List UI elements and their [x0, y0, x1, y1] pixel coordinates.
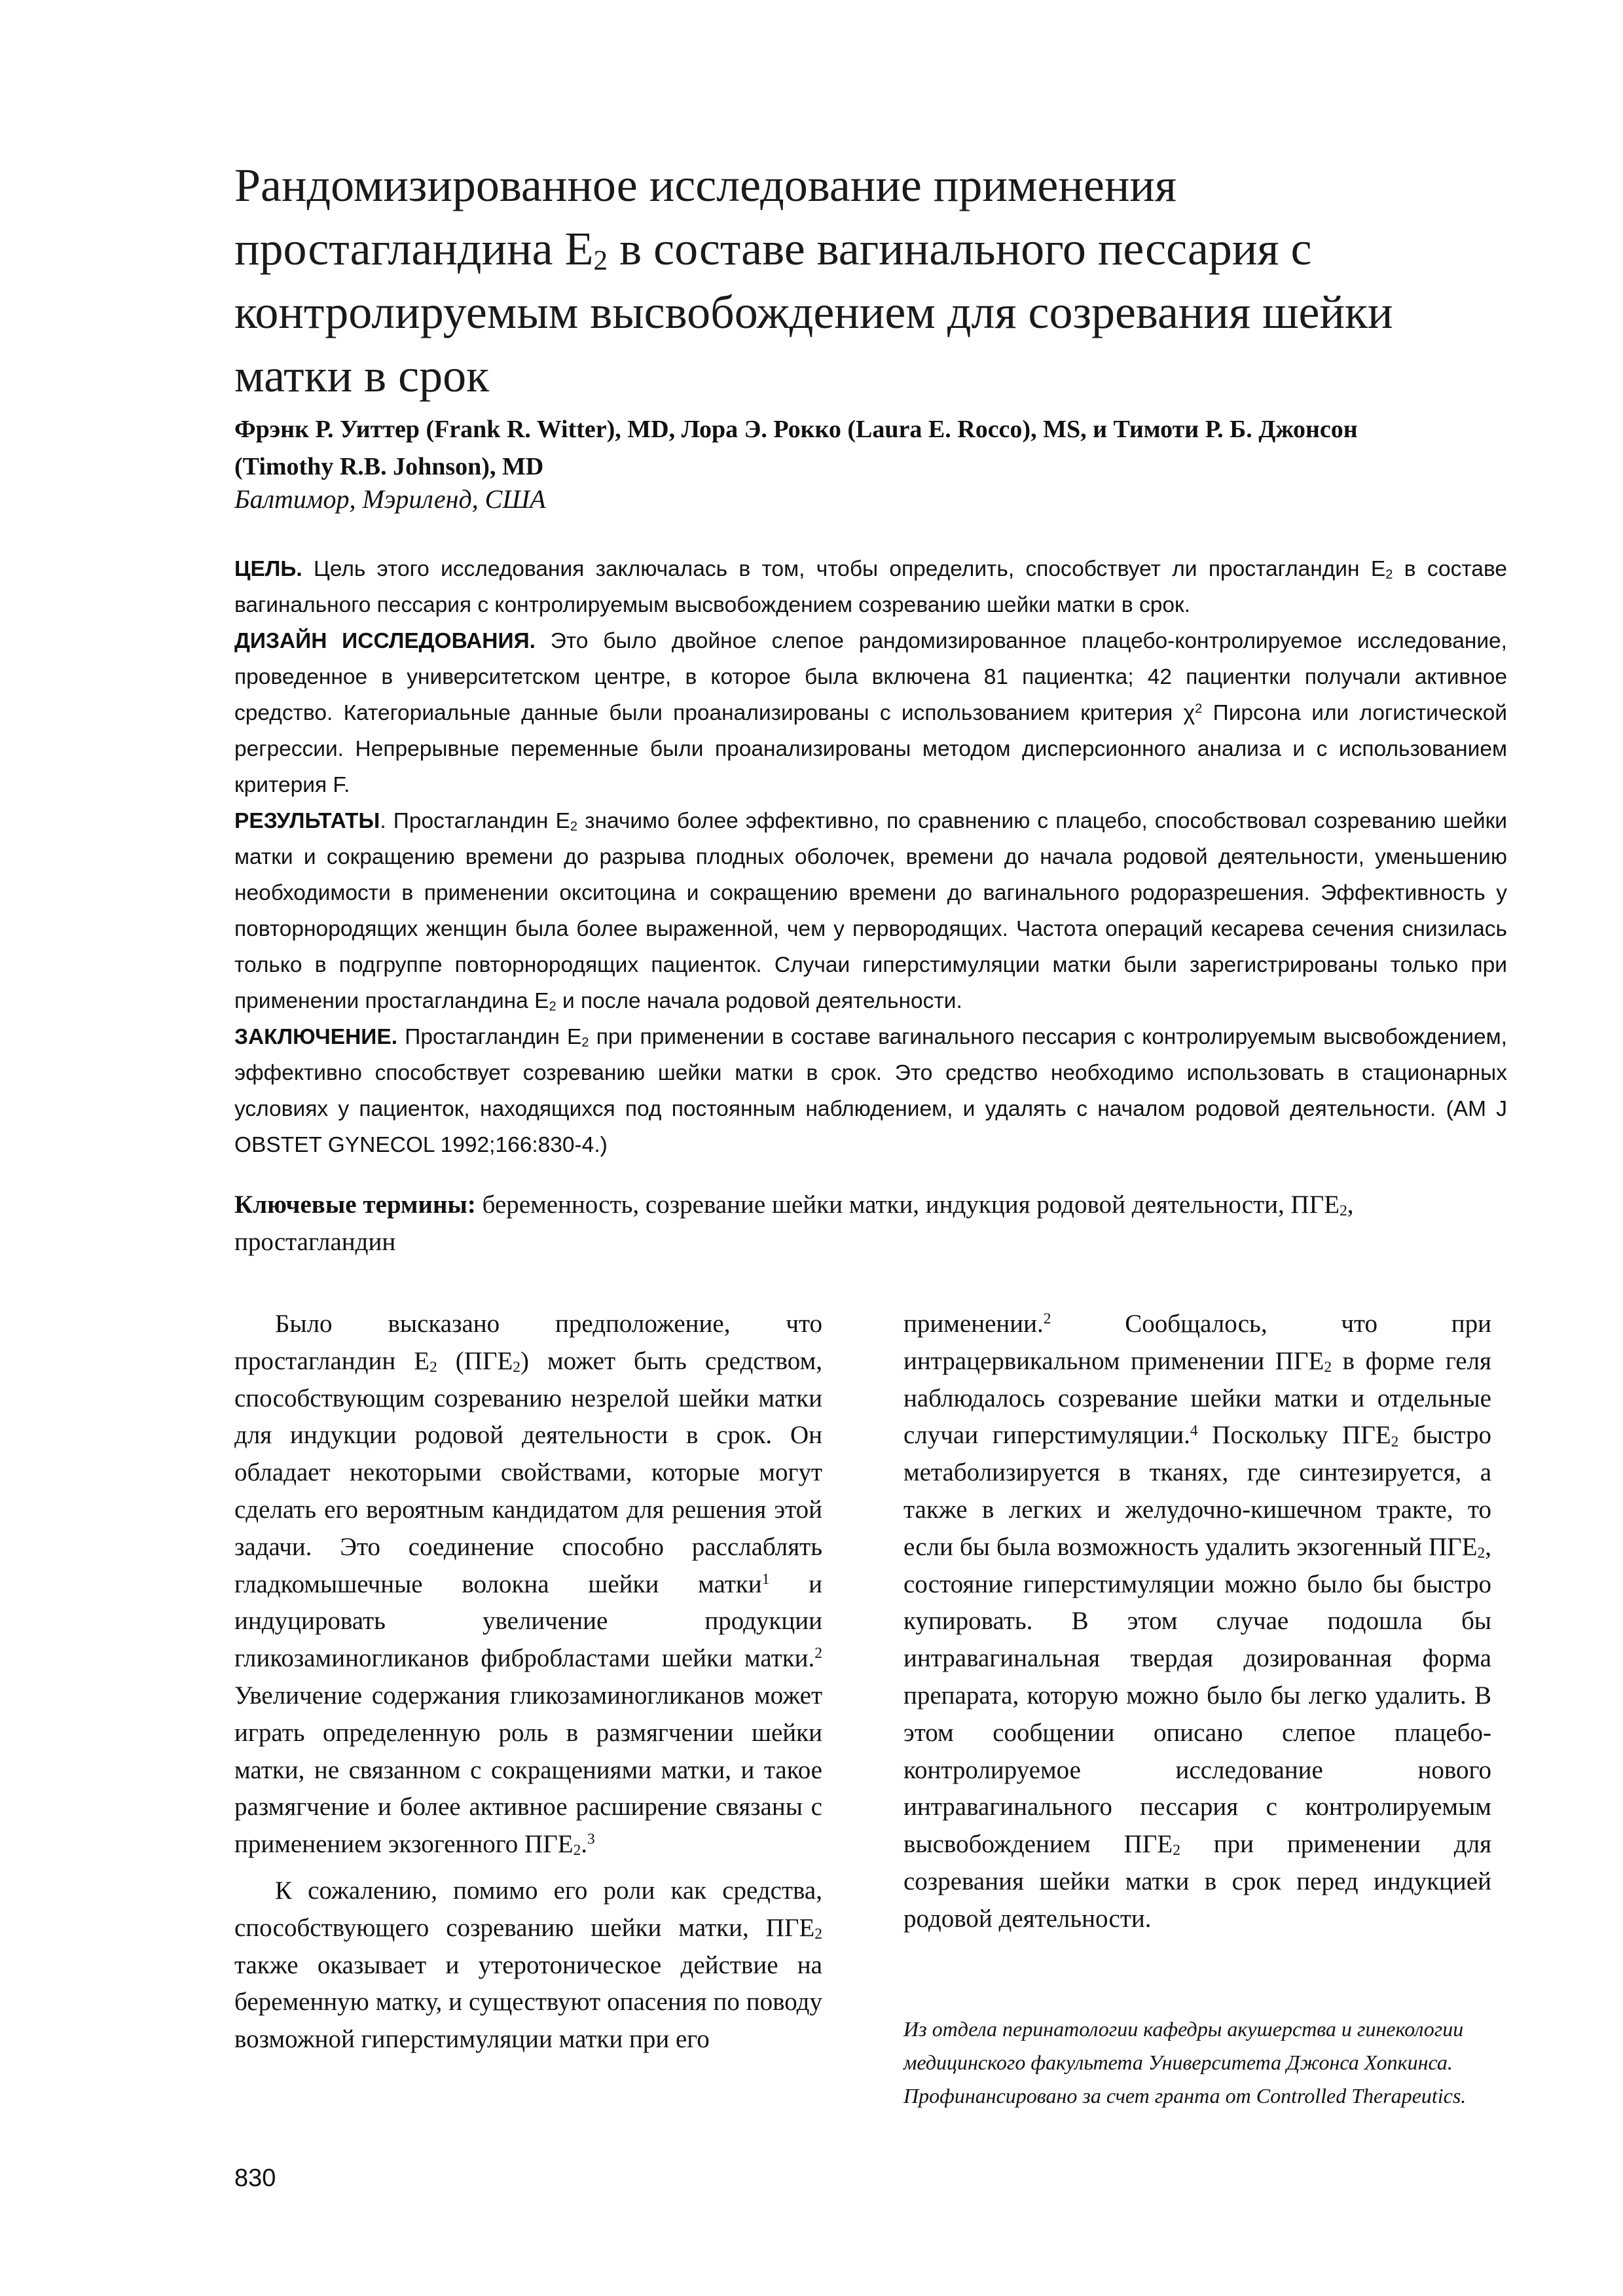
keywords-text-a: беременность, созревание шейки матки, индукция родовой деятельности, ПГЕ	[475, 1191, 1340, 1219]
title-line-3: контролируемым высвобождением для созревания шейки	[234, 286, 1393, 338]
body-text: Было высказано предположение, что простагландин E	[234, 1310, 822, 1375]
body-text: в форме геля наблюдалось созревание шейки матки и отдельные случаи гиперстимуляции.	[903, 1346, 1491, 1450]
body-text: применении.	[903, 1310, 1044, 1338]
keywords	[234, 1186, 1507, 1261]
body-text: , состояние гиперстимуляции можно было бы быстро купировать. В этом случае подошла бы интравагинальная твердая дозированная форма препарата, которую можно было бы легко удалить. В этом сообщении описано слепое плацебо-контролируемое исследование нового интравагинального пессария с контролируемым высвобождением ПГЕ	[903, 1532, 1491, 1859]
objective-text-a: Цель этого исследования заключалась в том, чтобы определить, способствует ли простагландин E	[302, 557, 1386, 581]
body-column-left	[234, 1306, 822, 2058]
abstract-results	[234, 803, 1507, 1019]
author-list	[234, 411, 1518, 486]
conclusion-subscript: 2	[581, 1035, 589, 1050]
body-text: К сожалению, помимо его роли как средства, способствующего созреванию шейки матки, ПГЕ	[234, 1876, 822, 1942]
subscript: 2	[1391, 1433, 1399, 1450]
citation-ref: 4	[1190, 1422, 1198, 1439]
body-paragraph-3	[903, 1306, 1491, 1938]
objective-text-b: в составе вагинального пессария с контролируемым высвобождением созреванию шейки матки в срок.	[234, 557, 1507, 617]
results-subscript-1: 2	[570, 819, 578, 834]
subscript: 2	[513, 1359, 520, 1376]
results-label: РЕЗУЛЬТАТЫ	[234, 809, 380, 833]
authors-line-2: (Timothy R.B. Johnson), MD	[234, 453, 544, 480]
subscript: 2	[429, 1359, 437, 1376]
body-text: и индуцировать увеличение продукции гликозаминогликанов фибробластами шейки матки.	[234, 1570, 823, 1673]
conclusion-text-b: при применении в составе вагинального пессария с контролируемым высвобождением, эффективно способствует созреванию шейки матки в срок. Это средство необходимо использовать в стационарных условиях у пациенток, находящихся под постоянным наблюдением, и удалять с началом родовой деятельности. (AM J OBSTET GYNECOL 1992;166:830-4.)	[234, 1025, 1507, 1157]
title-line-1: Рандомизированное исследование применения	[234, 159, 1177, 211]
citation-ref: 2	[814, 1645, 822, 1662]
conclusion-text-a: Простагландин E	[397, 1025, 582, 1049]
body-text: ) может быть средством, способствующим созреванию незрелой шейки матки для индукции родовой деятельности в срок. Он обладает некоторыми свойствами, которые могут сделать его вероятным кандидатом для решения этой задачи. Это соединение способно расслаблять гладкомышечные волокна шейки матки	[234, 1346, 822, 1598]
abstract-objective	[234, 551, 1507, 623]
citation-ref: 3	[587, 1831, 595, 1848]
subscript: 2	[573, 1842, 581, 1859]
keywords-subscript: 2	[1340, 1202, 1347, 1220]
title-line-4: матки в срок	[234, 350, 490, 402]
objective-label: ЦЕЛЬ.	[234, 557, 302, 581]
abstract-conclusion	[234, 1019, 1507, 1163]
keywords-label: Ключевые термины:	[234, 1191, 476, 1219]
author-location: Балтимор, Мэриленд, США	[234, 484, 546, 514]
body-text: при применении для созревания шейки матки в срок перед индукцией родовой деятельности.	[903, 1830, 1492, 1933]
results-text-a: . Простагландин E	[380, 809, 570, 833]
title-subscript: 2	[593, 245, 608, 276]
abstract-design	[234, 623, 1507, 803]
article-title	[234, 154, 1478, 408]
results-text-c: и после начала родовой деятельности.	[556, 989, 962, 1013]
citation-ref: 1	[761, 1570, 770, 1588]
affiliation-footnote	[903, 2013, 1491, 2113]
title-line-2a: простагландина E	[234, 223, 594, 275]
objective-subscript: 2	[1385, 567, 1393, 582]
body-text: (ПГЕ	[437, 1346, 513, 1375]
footnote-line-2: медицинского факультета Университета Джонса Хопкинса.	[903, 2051, 1453, 2074]
body-text: Сообщалось, что при интрацервикальном применении ПГЕ	[903, 1310, 1491, 1375]
subscript: 2	[814, 1925, 822, 1943]
body-column-right	[903, 1306, 1491, 1938]
body-text: также оказывает и утеротоническое действие на беременную матку, и существуют опасения по поводу возможной гиперстимуляции матки при его	[234, 1950, 822, 2054]
body-text: Увеличение содержания гликозаминогликанов может играть определенную роль в размягчении шейки матки, не связанном с сокращениями матки, и такое размягчение и более активное расширение связаны с применением экзогенного ПГЕ	[234, 1681, 822, 1859]
design-text-a: Это было двойное слепое рандомизированное плацебо-контролируемое исследование, проведенное в университетском центре, в которое была включена 81 пациентка; 42 пациентки получали активное средство. Категориальные данные были проанализированы с использованием критерия χ	[234, 629, 1507, 725]
design-superscript: 2	[1195, 701, 1203, 716]
keywords-text-c: простагландин	[234, 1228, 396, 1256]
citation-ref: 2	[1043, 1310, 1051, 1328]
authors-line-1: Фрэнк Р. Уиттер (Frank R. Witter), MD, Лора Э. Рокко (Laura E. Rocco), MS, и Тимоти Р. Б. Джонсон	[234, 416, 1358, 443]
conclusion-label: ЗАКЛЮЧЕНИЕ.	[234, 1025, 398, 1049]
subscript: 2	[1477, 1544, 1486, 1562]
results-text-b: значимо более эффективно, по сравнению с плацебо, способствовал созреванию шейки матки и сокращению времени до разрыва плодных оболочек, времени до начала родовой деятельности, уменьшению необходимости в применении окситоцина и сокращению времени до вагинального родоразрешения. Эффективность у повторнородящих женщин была более выраженной, чем у первородящих. Частота операций кесарева сечения снизилась только в подгруппе повторнородящих пациенток. Случаи гиперстимуляции матки были зарегистрированы только при применении простагландина E	[234, 809, 1507, 1013]
title-line-2b: в составе вагинального пессария с	[608, 223, 1312, 275]
results-subscript-2: 2	[549, 999, 556, 1014]
footnote-line-3: Профинансировано за счет гранта от Controlled Therapeutics.	[903, 2084, 1467, 2108]
body-paragraph-2	[234, 1873, 822, 2058]
page-number: 830	[234, 2164, 276, 2192]
subscript: 2	[1173, 1842, 1180, 1859]
subscript: 2	[1324, 1359, 1332, 1376]
footnote-line-1: Из отдела перинатологии кафедры акушерства и гинекологии	[903, 2017, 1464, 2041]
design-label: ДИЗАЙН ИССЛЕДОВАНИЯ.	[234, 629, 536, 653]
keywords-text-b: ,	[1347, 1191, 1354, 1219]
body-paragraph-1	[234, 1306, 822, 1863]
design-text-b: Пирсона или логистической регрессии. Непрерывные переменные были проанализированы методом дисперсионного анализа и с использованием критерия F.	[234, 701, 1507, 797]
abstract	[234, 551, 1507, 1163]
body-text: быстро метаболизируется в тканях, где синтезируется, а также в легких и желудочно-кишечном тракте, то если бы была возможность удалить экзогенный ПГЕ	[903, 1421, 1491, 1561]
body-text: Поскольку ПГЕ	[1197, 1421, 1391, 1450]
body-text: .	[581, 1830, 588, 1859]
